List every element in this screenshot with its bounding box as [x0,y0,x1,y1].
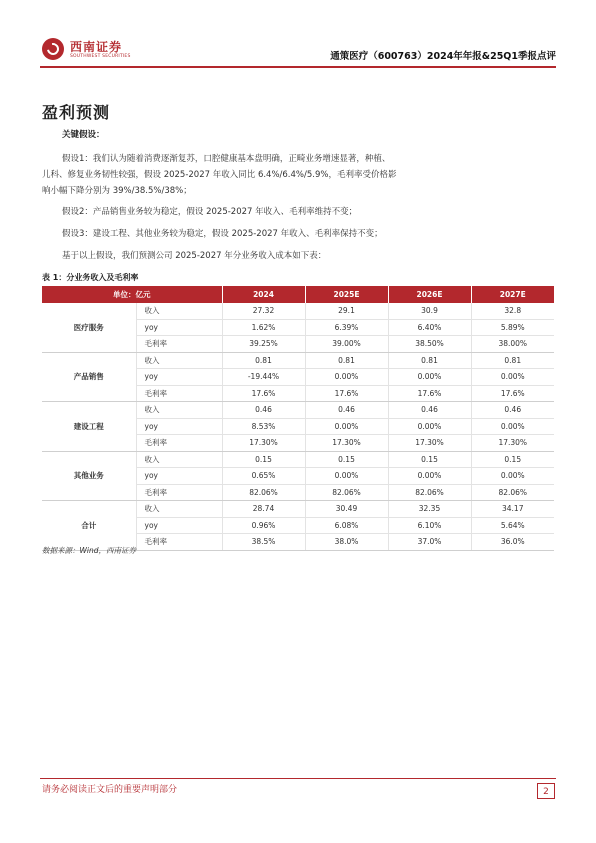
section-title: 盈利预测 [42,103,111,122]
value-cell: 82.06% [388,484,471,501]
value-cell: 1.62% [222,319,305,336]
forecast-summary: 基于以上假设，我们预测公司 2025-2027 年分业务收入成本如下表： [62,251,327,261]
value-cell: 6.10% [388,517,471,534]
logo-english-text: SOUTHWEST SECURITIES [70,54,131,59]
table-header-row [42,286,554,303]
value-cell: 8.53% [222,418,305,435]
value-cell: 0.00% [305,369,388,386]
value-cell: 0.81 [388,352,471,369]
value-cell: 0.00% [388,468,471,485]
header-cell-unit: 单位：亿元 [42,286,222,303]
table-title: 表 1：分业务收入及毛利率 [42,273,139,282]
segment-name-cell: 产品销售 [42,352,136,402]
table-row [42,402,554,419]
assumption-1-line-2: 儿科、修复业务韧性较强，假设 2025-2027 年收入同比 6.4%/6.4%/5.9%，毛利率受价格影 [42,170,397,180]
value-cell: 34.17 [471,501,554,518]
segment-name-cell: 医疗服务 [42,303,136,352]
value-cell: 82.06% [222,484,305,501]
header-cell-2025e: 2025E [305,286,388,303]
metric-label-cell: 毛利率 [136,484,222,501]
value-cell: 0.81 [222,352,305,369]
header-cell-2026e: 2026E [388,286,471,303]
value-cell: 38.5% [222,534,305,551]
value-cell: 0.15 [305,451,388,468]
metric-label-cell: yoy [136,517,222,534]
value-cell: 0.81 [471,352,554,369]
value-cell: 0.46 [471,402,554,419]
value-cell: 0.96% [222,517,305,534]
value-cell: 0.15 [388,451,471,468]
value-cell: 30.9 [388,303,471,319]
metric-label-cell: yoy [136,418,222,435]
value-cell: 17.30% [305,435,388,452]
page-header [40,36,556,66]
value-cell: 32.8 [471,303,554,319]
value-cell: 6.40% [388,319,471,336]
value-cell: 0.00% [305,468,388,485]
value-cell: 6.39% [305,319,388,336]
value-cell: 17.6% [222,385,305,402]
header-cell-2024: 2024 [222,286,305,303]
value-cell: 0.00% [471,468,554,485]
disclaimer-notice: 请务必阅读正文后的重要声明部分 [42,785,178,795]
assumption-1-line-3: 响小幅下降分别为 39%/38.5%/38%； [42,186,192,196]
assumption-2: 假设2：产品销售业务较为稳定，假设 2025-2027 年收入、毛利率维持不变； [62,207,358,217]
segment-name-cell: 建设工程 [42,402,136,452]
value-cell: 17.6% [388,385,471,402]
value-cell: 0.00% [471,418,554,435]
value-cell: -19.44% [222,369,305,386]
value-cell: 39.25% [222,336,305,353]
value-cell: 39.00% [305,336,388,353]
metric-label-cell: 毛利率 [136,534,222,551]
value-cell: 0.00% [388,418,471,435]
value-cell: 0.46 [222,402,305,419]
company-logo [40,36,180,66]
table-row [42,303,554,319]
metric-label-cell: 收入 [136,501,222,518]
assumption-1-line-1: 假设1：我们认为随着消费逐渐复苏，口腔健康基本盘明确，正畸业务增速显著，种植、 [62,154,391,164]
table-row [42,451,554,468]
value-cell: 0.15 [222,451,305,468]
value-cell: 0.00% [305,418,388,435]
value-cell: 5.64% [471,517,554,534]
metric-label-cell: yoy [136,319,222,336]
value-cell: 0.46 [388,402,471,419]
value-cell: 6.08% [305,517,388,534]
value-cell: 0.00% [388,369,471,386]
value-cell: 37.0% [388,534,471,551]
value-cell: 38.0% [305,534,388,551]
value-cell: 17.6% [471,385,554,402]
metric-label-cell: 收入 [136,352,222,369]
metric-label-cell: 收入 [136,303,222,319]
value-cell: 82.06% [471,484,554,501]
value-cell: 0.15 [471,451,554,468]
assumption-3: 假设3：建设工程、其他业务较为稳定，假设 2025-2027 年收入、毛利率保持不变； [62,229,383,239]
key-assumptions-label: 关键假设： [62,130,105,140]
report-title: 通策医疗（600763）2024年年报&25Q1季报点评 [330,51,556,62]
value-cell: 0.65% [222,468,305,485]
value-cell: 0.81 [305,352,388,369]
metric-label-cell: 毛利率 [136,385,222,402]
value-cell: 5.89% [471,319,554,336]
metric-label-cell: 毛利率 [136,435,222,452]
value-cell: 36.0% [471,534,554,551]
value-cell: 32.35 [388,501,471,518]
table-row [42,501,554,518]
value-cell: 27.32 [222,303,305,319]
value-cell: 30.49 [305,501,388,518]
segment-name-cell: 合计 [42,501,136,551]
value-cell: 28.74 [222,501,305,518]
value-cell: 17.30% [388,435,471,452]
value-cell: 29.1 [305,303,388,319]
logo-chinese-text: 西南证券 [70,40,123,54]
value-cell: 17.30% [222,435,305,452]
value-cell: 38.50% [388,336,471,353]
metric-label-cell: yoy [136,468,222,485]
page-number: 2 [537,783,555,799]
metric-label-cell: 收入 [136,402,222,419]
header-cell-2027e: 2027E [471,286,554,303]
value-cell: 82.06% [305,484,388,501]
value-cell: 17.30% [471,435,554,452]
metric-label-cell: yoy [136,369,222,386]
header-divider [40,66,556,68]
table-row [42,352,554,369]
footer-divider [40,778,556,779]
business-forecast-table [42,286,554,551]
logo-mark-icon [42,38,64,60]
value-cell: 17.6% [305,385,388,402]
data-source-note: 数据来源：Wind，西南证券 [42,546,137,555]
value-cell: 0.46 [305,402,388,419]
value-cell: 0.00% [471,369,554,386]
metric-label-cell: 毛利率 [136,336,222,353]
metric-label-cell: 收入 [136,451,222,468]
value-cell: 38.00% [471,336,554,353]
segment-name-cell: 其他业务 [42,451,136,501]
